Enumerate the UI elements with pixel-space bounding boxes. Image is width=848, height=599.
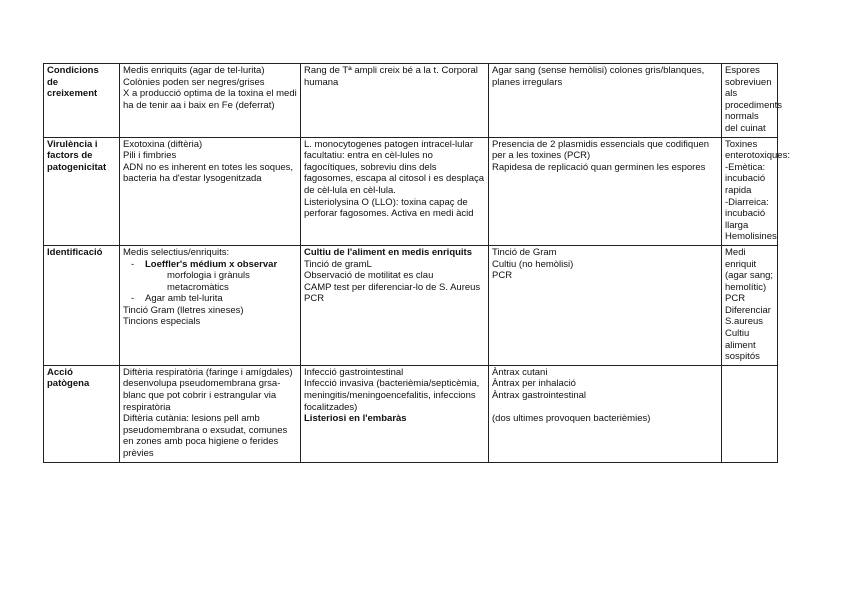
- list-item: - Loeffler's médium x observar: [131, 258, 278, 270]
- bullet-dash-icon: -: [131, 258, 135, 270]
- cell-virulence-col3: Presencia de 2 plasmidis essencials que codifiquen per a les toxines (PCR) Rapidesa de replicació quan germinen les espores: [489, 137, 722, 245]
- row-header-identification: Identificació: [44, 245, 120, 365]
- row-header-pathogenic-action: Acció patògena: [44, 365, 120, 462]
- cell-virulence-col2: L. monocytogenes patogen intracel-lular facultatiu: entra en cèl-lules no fagocítiques, sobreviu dins dels fagosomes, escapa al citosol i es desplaça de cèl-lula en cèl-lula. Listeriolysina O (LLO): toxina capaç de perforar fagosomes. Activa en medi àcid: [301, 137, 489, 245]
- row-header-growth-conditions: Condicions de creixement: [44, 64, 120, 138]
- table-row-pathogenic-action: [44, 365, 778, 462]
- cell-identification-col2: Cultiu de l'aliment en medis enriquits Tinció de gramL Observació de motilitat es clau CAMP test per diferenciar-lo de S. Aureus PCR: [301, 245, 489, 365]
- cell-identification-col1: Medis selectius/enriquits: - Loeffler's médium x observar morfologia i grànuls metacromàtics - Agar amb tel-lurita Tinció Gram (lletres xineses) Tincions especials: [120, 245, 301, 365]
- cell-growth-col1: Medis enriquits (agar de tel-lurita) Colònies poden ser negres/grises X a producció optima de la toxina el medi ha de tenir aa i baix en Fe (deferrat): [120, 64, 301, 138]
- cell-pathogenic-col3: Àntrax cutani Àntrax per inhalació Àntrax gastrointestinal (dos ultimes provoquen bacterièmies): [489, 365, 722, 462]
- table-row-growth-conditions: [44, 64, 778, 138]
- cell-virulence-col1: Exotoxina (diftèria) Pili i fimbries ADN no es inherent en totes les soques, bacteria ha d'estar lysogenitzada: [120, 137, 301, 245]
- cell-identification-col3: Tinció de Gram Cultiu (no hemòlisi) PCR: [489, 245, 722, 365]
- cell-identification-col4: Medi enriquit (agar sang; hemolític) PCR Diferenciar S.aureus Cultiu aliment sospitós: [722, 245, 778, 365]
- cell-pathogenic-col4: [722, 365, 778, 462]
- cell-pathogenic-col1: Diftèria respiratòria (faringe i amígdales) desenvolupa pseudomembrana grsa-blanc que pot cobrir i estrangular via respiratòria Diftèria cutània: lesions pell amb pseudomembrana o exsudat, comunes en zones amb poca higiene o ferides prèvies: [120, 365, 301, 462]
- cell-growth-col3: Agar sang (sense hemòlisi) colones gris/blanques, planes irregulars: [489, 64, 722, 138]
- table-row-identification: [44, 245, 778, 365]
- cell-pathogenic-col2: Infecció gastrointestinal Infecció invasiva (bacterièmia/septicèmia, meningitis/meningoencefalitis, infeccions focalitzades) Listeriosi en l'embaràs: [301, 365, 489, 462]
- cell-growth-col4: Espores sobreviuen als procediments normals del cuinat: [722, 64, 778, 138]
- row-header-virulence: Virulència i factors de patogenicitat: [44, 137, 120, 245]
- list-item: - Agar amb tel-lurita: [131, 293, 223, 305]
- bacteria-comparison-table: [43, 63, 790, 463]
- cell-virulence-col4: Toxines enterotoxiques: -Emètica: incubació rapida -Diarreica: incubació llarga Hemolisines: [722, 137, 778, 245]
- table-row-virulence: [44, 137, 778, 245]
- bullet-dash-icon: -: [131, 293, 135, 305]
- cell-growth-col2: Rang de Tª ampli creix bé a la t. Corporal humana: [301, 64, 489, 138]
